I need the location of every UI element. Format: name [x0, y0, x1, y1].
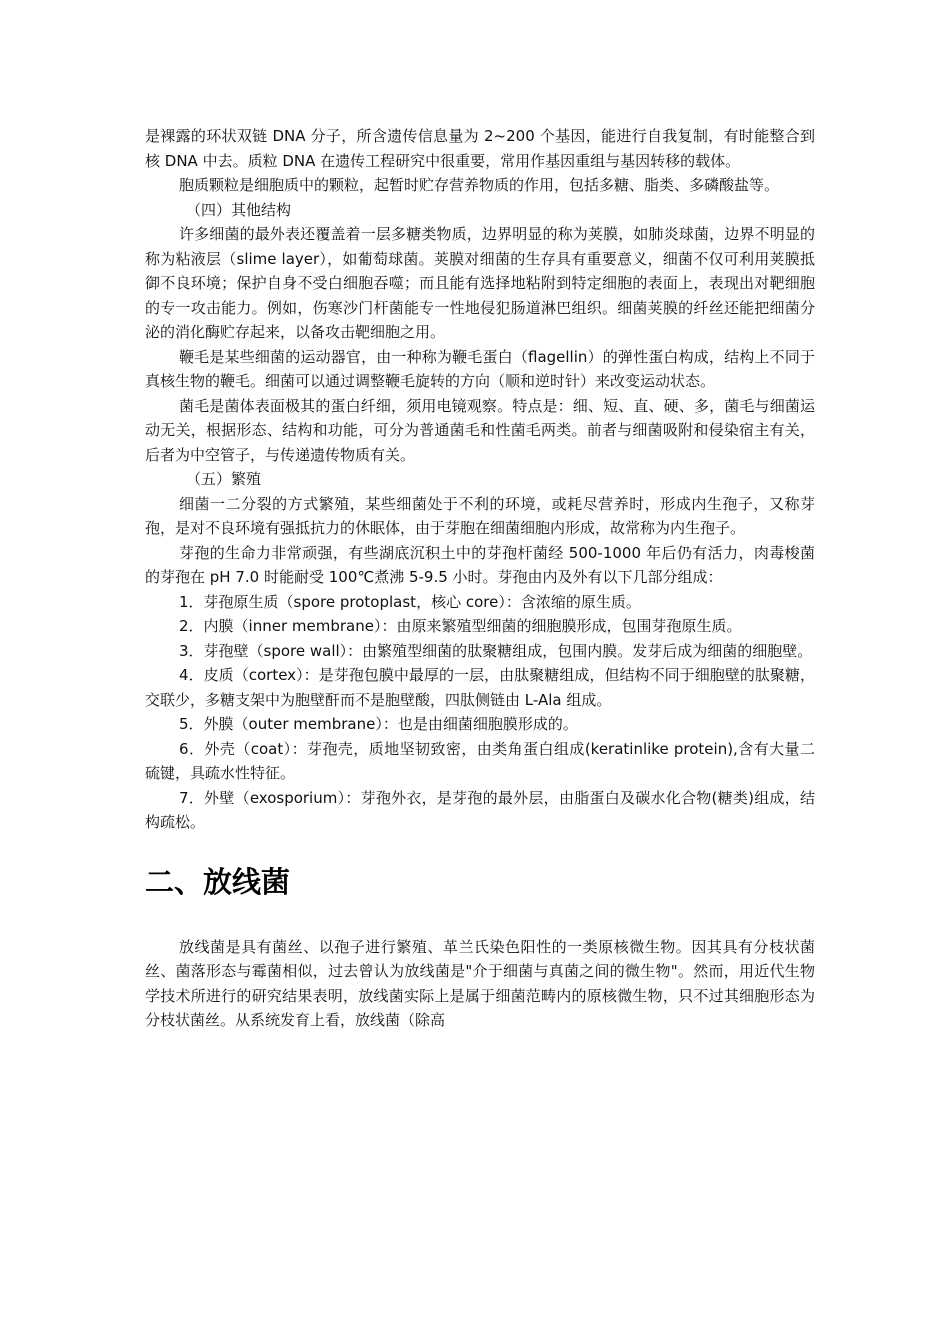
list-item-cortex: 4．皮质（cortex）：是芽孢包膜中最厚的一层，由肽聚糖组成，但结构不同于细胞壁的肽聚糖，交联少，多糖支架中为胞壁酐而不是胞壁酸，四肽侧链由 L-Ala 组成。 [145, 666, 815, 709]
list-item-coat: 6．外壳（coat）：芽孢壳，质地坚韧致密，由类角蛋白组成(keratinlike protein),含有大量二硫键，具疏水性特征。 [145, 739, 815, 782]
paragraph-spore-vitality: 芽孢的生命力非常顽强，有些湖底沉积土中的芽孢杆菌经 500-1000 年后仍有活力，肉毒梭菌的芽孢在 pH 7.0 时能耐受 100℃煮沸 5-9.5 小时。芽孢由内及外有以下几部分组成： [145, 543, 815, 586]
paragraph-flagella: 鞭毛是某些细菌的运动器官，由一种称为鞭毛蛋白（flagellin）的弹性蛋白构成，结构上不同于真核生物的鞭毛。细菌可以通过调整鞭毛旋转的方向（顺和逆时针）来改变运动状态。 [145, 347, 815, 390]
list-item-exosporium: 7．外壁（exosporium）：芽孢外衣，是芽孢的最外层，由脂蛋白及碳水化合物(糖类)组成，结构疏松。 [145, 788, 815, 831]
list-item-outer-membrane: 5．外膜（outer membrane）：也是由细菌细胞膜形成的。 [179, 715, 578, 733]
paragraph-pili: 菌毛是菌体表面极其的蛋白纤细，须用电镜观察。特点是：细、短、直、硬、多，菌毛与细菌运动无关，根据形态、结构和功能，可分为普通菌毛和性菌毛两类。前者与细菌吸附和侵染宿主有关，后者为中空管子，与传递遗传物质有关。 [145, 396, 815, 464]
subheading-other-structures: （四）其他结构 [186, 200, 292, 219]
paragraph-capsule: 许多细菌的最外表还覆盖着一层多糖类物质，边界明显的称为荚膜，如肺炎球菌，边界不明显的称为粘液层（slime layer），如葡萄球菌。荚膜对细菌的生存具有重要意义，细菌不仅可利用荚膜抵御不良环境；保护自身不受白细胞吞噬；而且能有选择地粘附到特定细胞的表面上，表现出对靶细胞的专一攻击能力。例如，伤寒沙门杆菌能专一性地侵犯肠道淋巴组织。细菌荚膜的纤丝还能把细菌分泌的消化酶贮存起来，以备攻击靶细胞之用。 [145, 225, 815, 341]
list-item-inner-membrane: 2．内膜（inner membrane）：由原来繁殖型细菌的细胞膜形成，包围芽孢原生质。 [179, 617, 742, 635]
paragraph-plasmid: 是裸露的环状双链 DNA 分子，所含遗传信息量为 2~200 个基因，能进行自我复制，有时能整合到核 DNA 中去。质粒 DNA 在遗传工程研究中很重要，常用作基因重组与基因转移的载体。 [145, 127, 815, 170]
paragraph-binary-fission: 细菌一二分裂的方式繁殖，某些细菌处于不利的环境，或耗尽营养时，形成内生孢子，又称芽孢，是对不良环境有强抵抗力的休眠体，由于芽胞在细菌细胞内形成，故常称为内生孢子。 [145, 494, 815, 537]
document-body [145, 124, 815, 1033]
list-item-spore-protoplast: 1．芽孢原生质（spore protoplast，核心 core）：含浓缩的原生质。 [179, 592, 641, 611]
paragraph-actinomycetes-intro: 放线菌是具有菌丝、以孢子进行繁殖、革兰氏染色阳性的一类原核微生物。因其具有分枝状菌丝、菌落形态与霉菌相似，过去曾认为放线菌是"介于细菌与真菌之间的微生物"。然而，用近代生物学技术所进行的研究结果表明，放线菌实际上是属于细菌范畴内的原核微生物，只不过其细胞形态为分枝状菌丝。从系统发育上看，放线菌（除高 [145, 937, 815, 1029]
list-item-spore-wall: 3．芽孢壁（spore wall）：由繁殖型细菌的肽聚糖组成，包围内膜。发芽后成为细菌的细胞壁。 [179, 641, 813, 660]
paragraph-cytoplasmic-granules: 胞质颗粒是细胞质中的颗粒，起暂时贮存营养物质的作用，包括多糖、脂类、多磷酸盐等。 [179, 176, 780, 194]
subheading-reproduction: （五）繁殖 [186, 470, 262, 488]
section-heading-actinomycetes: 二、放线菌 [145, 864, 291, 899]
